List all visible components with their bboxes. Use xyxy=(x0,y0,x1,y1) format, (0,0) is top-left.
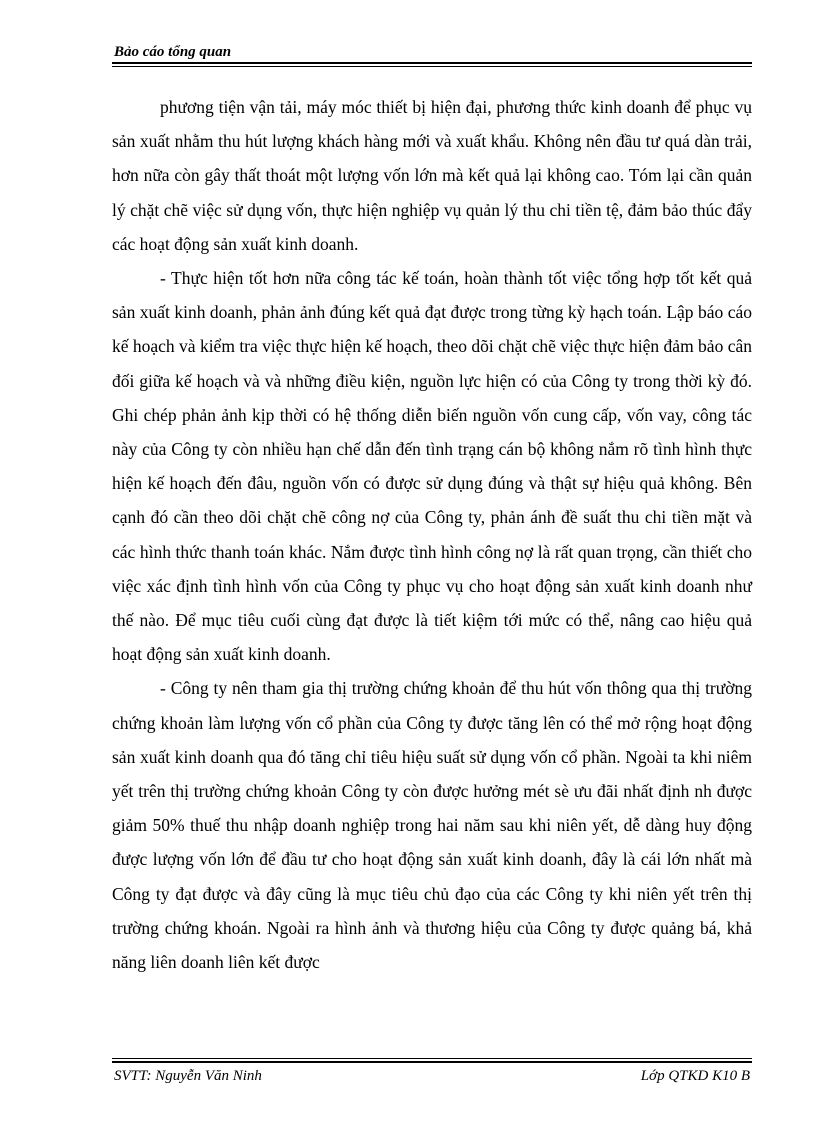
footer-class: Lớp QTKD K10 B xyxy=(640,1068,750,1084)
footer-rule-thin xyxy=(112,1058,752,1059)
header-rule-thin xyxy=(112,66,752,67)
paragraph: - Công ty nên tham gia thị trường chứng khoản để thu hút vốn thông qua thị trường chứng khoản làm lượng vốn cổ phần của Công ty được tăng lên có thể mở rộng hoạt động sản xuất kinh doanh qua đó tăng chỉ tiêu hiệu suất sử dụng vốn cổ phần. Ngoài ta khi niêm yết trên thị trường chứng khoản Công ty còn được hưởng mét sè ưu đãi nhất định nh được giảm 50% thuế thu nhập doanh nghiệp trong hai năm sau khi niên yết, dễ dàng huy động được lượng vốn lớn để đầu tư cho hoạt động sản xuất kinh doanh, đây là cái lớn nhất mà Công ty đạt được và đây cũng là mục tiêu chủ đạo của các Công ty khi niên yết trên thị trường chứng khoán. Ngoài ra hình ảnh và thương hiệu của Công ty được quảng bá, khả năng liên doanh liên kết được xyxy=(112,678,752,973)
header-title: Bảo cáo tổng quan xyxy=(114,44,232,60)
page-header xyxy=(112,42,752,66)
footer-author: SVTT: Nguyễn Văn Ninh xyxy=(114,1068,262,1084)
header-rule xyxy=(112,62,752,64)
paragraph: - Thực hiện tốt hơn nữa công tác kế toán, hoàn thành tốt việc tổng hợp tốt kết quả sản xuất kinh doanh, phản ảnh đúng kết quả đạt được trong từng kỳ hạch toán. Lập báo cáo kế hoạch và kiểm tra việc thực hiện kế hoạch, theo dõi chặt chẽ việc thực hiện đảm bảo cân đối giữa kế hoạch và và những điều kiện, nguồn lực hiện có của Công ty trong thời kỳ đó. Ghi chép phản ảnh kịp thời có hệ thống diễn biến nguồn vốn cung cấp, vốn vay, công tác này của Công ty còn nhiều hạn chế dẫn đến tình trạng cán bộ không nắm rõ tình hình thực hiện kế hoạch đến đâu, nguồn vốn có được sử dụng đúng và thật sự hiệu quả không. Bên cạnh đó cần theo dõi chặt chẽ công nợ của Công ty, phản ánh đề suất thu chi tiền mặt và các hình thức thanh toán khác. Nắm được tình hình công nợ là rất quan trọng, cần thiết cho việc xác định tình hình vốn của Công ty phục vụ cho hoạt động sản xuất kinh doanh như thế nào. Để mục tiêu cuối cùng đạt được là tiết kiệm tới mức có thể, nâng cao hiệu quả hoạt động sản xuất kinh doanh. xyxy=(112,268,752,665)
footer-rule xyxy=(112,1061,752,1063)
page-footer xyxy=(112,1058,752,1088)
document-body xyxy=(112,90,752,979)
paragraph: phương tiện vận tải, máy móc thiết bị hiện đại, phương thức kinh doanh để phục vụ sản xuất nhằm thu hút lượng khách hàng mới và xuất khẩu. Không nên đầu tư quá dàn trải, hơn nữa còn gây thất thoát một lượng vốn lớn mà kết quả lại không cao. Tóm lại cần quản lý chặt chẽ việc sử dụng vốn, thực hiện nghiệp vụ quản lý thu chi tiền tệ, đảm bảo thúc đẩy các hoạt động sản xuất kinh doanh. xyxy=(112,97,752,254)
